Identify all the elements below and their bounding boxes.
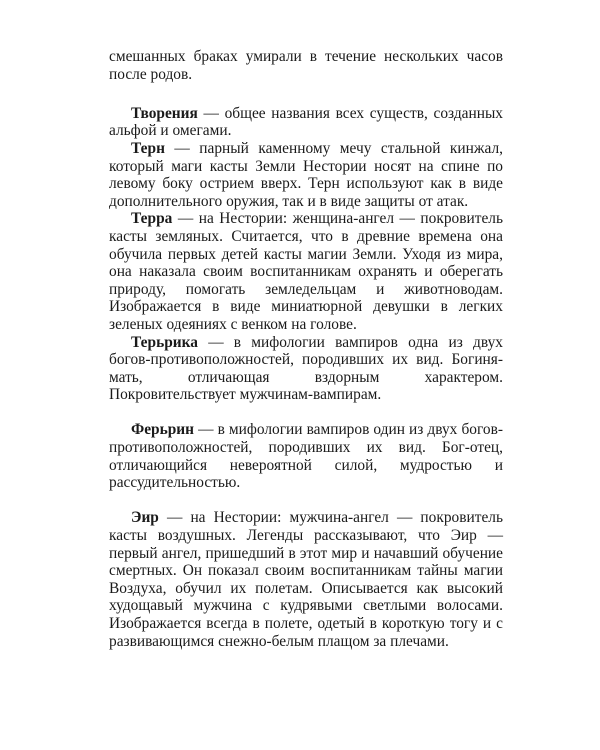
spacer bbox=[109, 492, 503, 510]
glossary-entry-eir bbox=[109, 509, 503, 650]
spacer bbox=[109, 83, 503, 101]
spacer bbox=[109, 404, 503, 422]
glossary-entry-tern bbox=[109, 140, 503, 210]
entry-term: Терра bbox=[131, 210, 173, 228]
glossary-text bbox=[109, 48, 503, 650]
entry-definition: — общее названия всех существ, созданных альфой и омегами. bbox=[109, 104, 503, 140]
entry-definition: — парный каменному мечу стальной кинжал, который маги касты Земли Нестории носят на спине по левому боку острием вверх. Терн используют как в виде дополнительного оружия, так и в виде защиты от атак. bbox=[109, 139, 503, 210]
entry-definition: — на Нестории: женщина-ангел — покровитель касты земляных. Считается, что в древние времена она обучила первых детей касты магии Земли. Уходя из мира, она наказала своим воспитанникам охранять и оберегать природу, помогать земледельцам и животноводам. Изображается в виде миниатюрной девушки в легких зеленых одеяниях с венком на голове. bbox=[109, 210, 503, 333]
glossary-entry-terra bbox=[109, 210, 503, 333]
glossary-entry-tvoreniya bbox=[109, 105, 503, 140]
entry-term: Творения bbox=[131, 104, 198, 122]
entry-term: Ферьрин bbox=[131, 421, 195, 439]
entry-definition: — в мифологии вампиров один из двух богов-противоположностей, породивших их вид. Бог-отец, отличающийся невероятной силой, мудростью и рассудительностью. bbox=[109, 421, 503, 492]
glossary-entry-ferrin bbox=[109, 421, 503, 491]
entry-definition: — в мифологии вампиров одна из двух богов-противоположностей, породивших их вид. Богиня-мать, отличающая вздорным характером. Покровительствует мужчинам-вампирам. bbox=[109, 333, 503, 404]
entry-term: Терн bbox=[131, 139, 165, 157]
glossary-entry-terrika bbox=[109, 334, 503, 404]
entry-term: Эир bbox=[131, 509, 159, 527]
entry-definition: — на Нестории: мужчина-ангел — покровитель касты воздушных. Легенды рассказывают, что Эир — первый ангел, пришедший в этот мир и начавший обучение смертных. Он показал своим воспитанникам тайны магии Воздуха, обучил их полетам. Описывается как высокий худощавый мужчина с кудрявыми светлыми волосами. Изображается всегда в полете, одетый в короткую тогу и с развивающимся снежно-белым плащом за плечами. bbox=[109, 509, 503, 650]
entry-term: Терьрика bbox=[131, 333, 198, 351]
intro-paragraph: смешанных браках умирали в течение нескольких часов после родов. bbox=[109, 48, 503, 83]
